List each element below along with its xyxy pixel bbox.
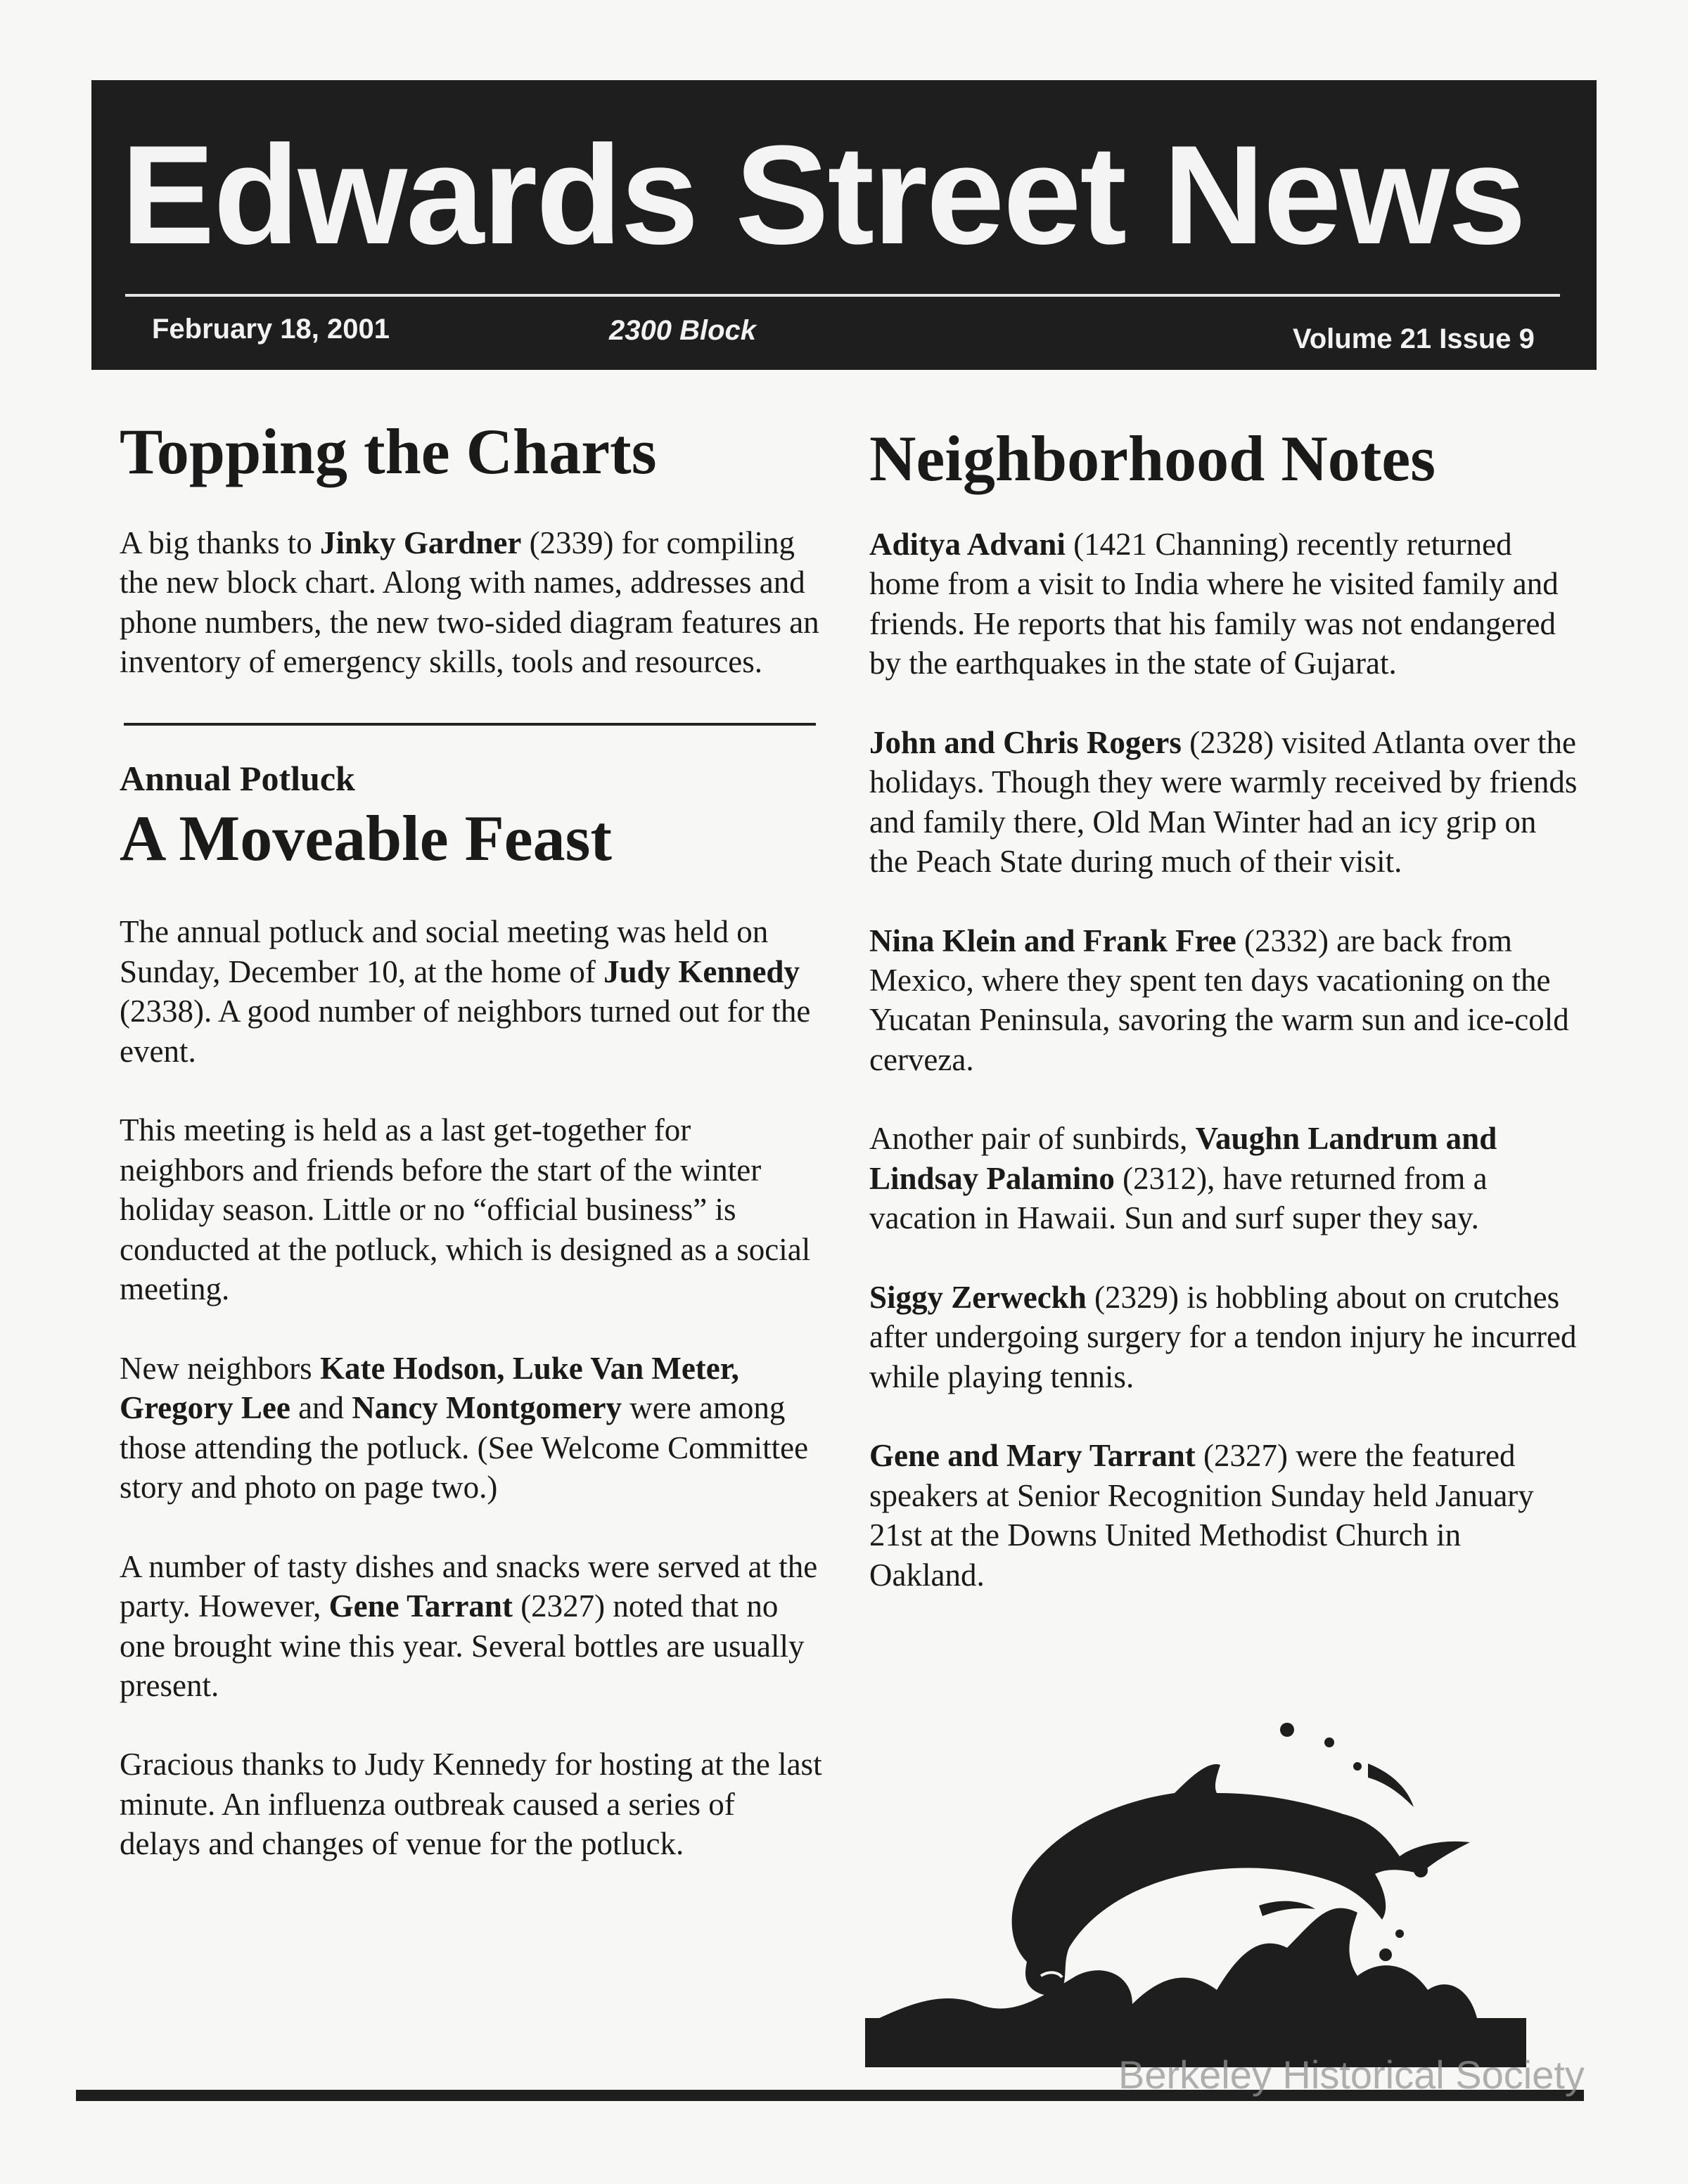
right-column: [869, 422, 1580, 1595]
topping-headline: Topping the Charts: [120, 416, 657, 487]
topping-paragraph: A big thanks to Jinky Gardner (2339) for compiling the new block chart. Along with names, addresses and phone numbers, the new two-sided diagram features an inventory of emergency skills, tools and resources.: [120, 525, 819, 680]
note-rogers: John and Chris Rogers (2328) visited Atlanta over the holidays. Though they were warmly received by friends and family there, Old Man Winter had an icy grip on the Peach State during much of their visit.: [869, 724, 1578, 880]
note-klein-free: Nina Klein and Frank Free (2332) are back from Mexico, where they spent ten days vacationing on the Yucatan Peninsula, savoring the warm sun and ice-cold cerveza.: [869, 923, 1569, 1077]
note-tarrant: Gene and Mary Tarrant (2327) were the featured speakers at Senior Recognition Sunday held January 21st at the Downs United Methodist Church in Oakland.: [869, 1438, 1534, 1593]
notes-headline: Neighborhood Notes: [869, 423, 1436, 494]
issue-date: February 18, 2001: [152, 314, 390, 345]
feast-paragraph-2: This meeting is held as a last get-together for neighbors and friends before the start of the winter holiday season. Little or no “official business” is conducted at the potluck, which is designed as a social meeting.: [120, 1112, 811, 1307]
feast-paragraph-1: The annual potluck and social meeting was held on Sunday, December 10, at the home of Judy Kennedy (2338). A good number of neighbors turned out for the event.: [120, 914, 811, 1069]
note-advani: Aditya Advani (1421 Channing) recently returned home from a visit to India where he visited family and friends. He reports that his family was not endangered by the earthquakes in the state of Gujarat.: [869, 526, 1559, 681]
newsletter-title: Edwards Street News: [121, 117, 1526, 274]
dolphin-illustration: [865, 1723, 1526, 2067]
note-landrum-palamino: Another pair of sunbirds, Vaughn Landrum and Lindsay Palamino (2312), have returned from a vacation in Hawaii. Sun and surf super they say.: [869, 1121, 1497, 1236]
note-zerweckh: Siggy Zerweckh (2329) is hobbling about on crutches after undergoing surgery for a tendon injury he incurred while playing tennis.: [869, 1279, 1577, 1394]
feast-paragraph-3: New neighbors Kate Hodson, Luke Van Meter, Gregory Lee and Nancy Montgomery were among those attending the potluck. (See Welcome Committee story and photo on page two.): [120, 1350, 809, 1505]
feast-kicker: Annual Potluck: [120, 758, 355, 798]
feast-paragraph-4: A number of tasty dishes and snacks were served at the party. However, Gene Tarrant (2327) noted that no one brought wine this year. Several bottles are usually present.: [120, 1548, 818, 1703]
section-divider: [124, 723, 816, 726]
masthead: [91, 80, 1597, 370]
feast-paragraph-5: Gracious thanks to Judy Kennedy for hosting at the last minute. An influenza outbreak caused a series of delays and changes of venue for the potluck.: [120, 1747, 822, 1862]
block-label: 2300 Block: [609, 315, 757, 346]
watermark: Berkeley Historical Society: [1118, 2053, 1585, 2097]
feast-headline: A Moveable Feast: [120, 802, 613, 874]
volume-issue: Volume 21 Issue 9: [1293, 323, 1535, 354]
masthead-rule: [125, 294, 1560, 297]
left-column: [120, 415, 823, 1864]
